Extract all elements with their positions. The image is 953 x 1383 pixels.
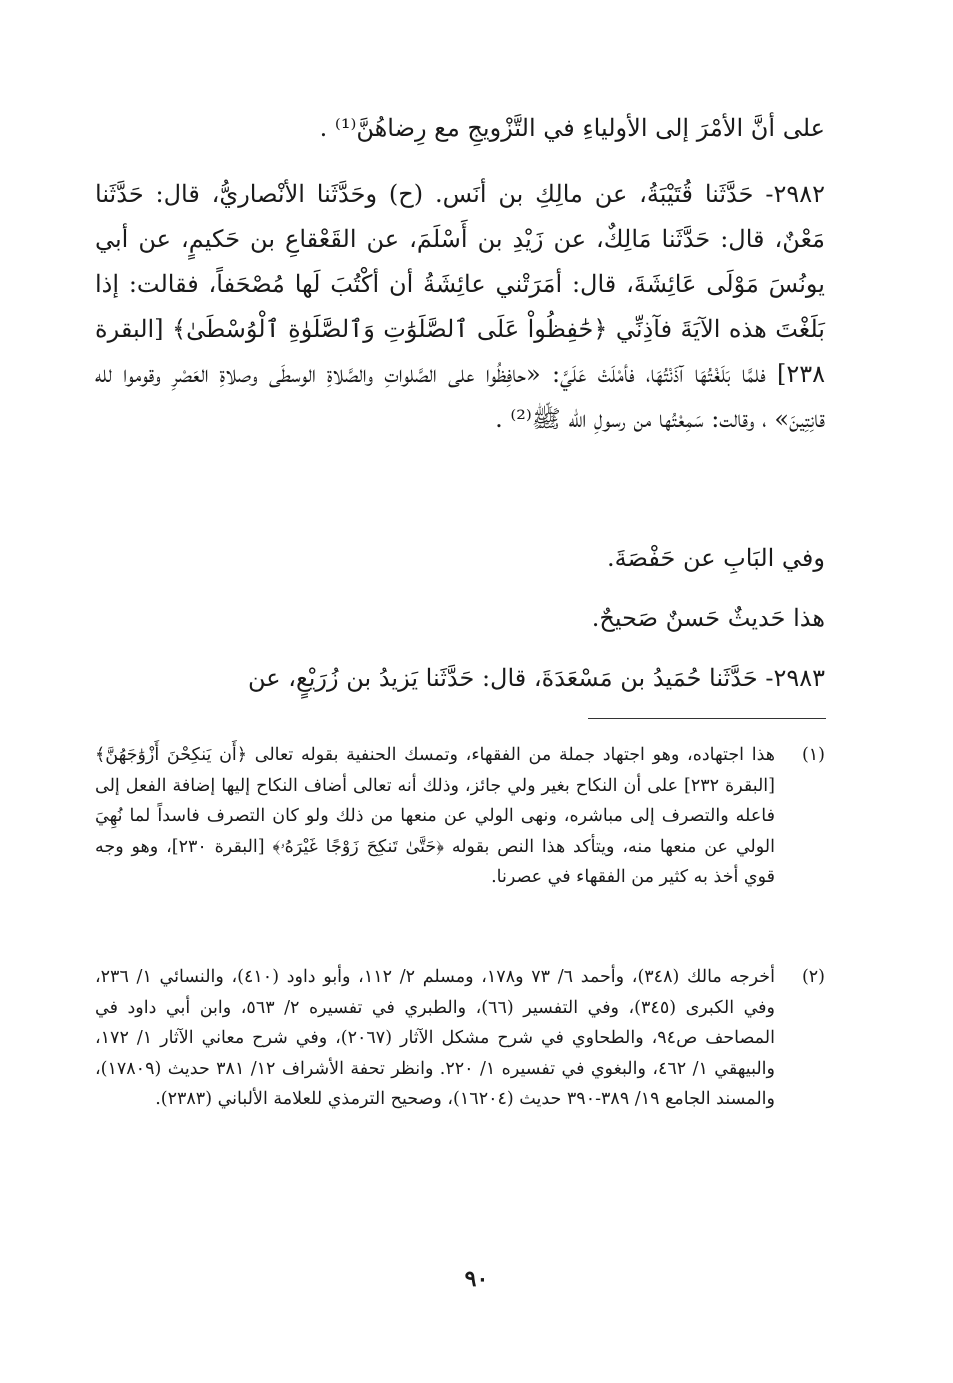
- hadith-2982: ٢٩٨٢- حَدَّثَنا قُتَيْبَةُ، عن مالِكِ بن أنَس. (ح) وحَدَّثَنا الأنْصاريُّ، قال: حَدَّثَنا مَعْنٌ، قال: حَدَّثَنا مَالِكٌ، عن زَيْدِ بن أَسْلَمَ، عن القَعْقاعِ بن حَكيمٍ، عن أبي يونُسَ مَوْلَى عَائِشَةَ، قال: أمَرَتْني عائِشَةُ أن أكْتُبَ لَها مُصْحَفاً، فقالت: إذا بَلَغْتَ هذه الآيَةَ فآذِنِّي ﴿حَٰفِظُواْ عَلَى ٱلصَّلَوَٰتِ وَٱلصَّلَوٰةِ ٱلْوُسْطَىٰ﴾ [البقرة ٢٣٨] فلمَّا بَلَغْتُهَا آذَنْتُهَا، فأمْلَتْ عَلَيَّ: «حافِظُوا على الصَّلواتِ والصَّلاةِ الوسطَى وصلاةِ العَصْرِ وقوموا لله قانِتِينَ» ، وقالت: سَمِعْتُها من رسولِ الله ﷺ⁽²⁾ .: [95, 180, 825, 433]
- footnote-number: (١): [801, 745, 825, 765]
- hadith-grade: هذا حَديثٌ حَسنٌ صَحيحٌ.: [591, 604, 825, 632]
- footnote-text: هذا اجتهاده، وهو اجتهاد جملة من الفقهاء، وتمسك الحنفية بقوله تعالى ﴿أَن يَنكِحْنَ أَزْوَٰجَهُنَّ﴾ [البقرة ٢٣٢] على أن النكاح بغير ولي جائز، وذلك أنه تعالى أضاف النكاح إليها إضافة الفعل إلى فاعله والتصرف إلى مباشره، ونهى الولي عن منعها من ذلك ولو كان التصرف فاسداً لما نُهِيَ الولي عن منعها منه، ويتأكد هذا النص بقوله ﴿حَتَّىٰ تَنكِحَ زَوْجًا غَيْرَهُۥ﴾ [البقرة ٢٣٠]، وهو وجه قوي أخذ به كثير من الفقهاء في عصرنا.: [95, 745, 775, 887]
- page-number: ٩٠: [464, 1266, 489, 1292]
- footnote-text: أخرجه مالك (٣٤٨)، وأحمد ٦/ ٧٣ و١٧٨، ومسلم ٢/ ١١٢، وأبو داود (٤١٠)، والنسائي ١/ ٢٣٦، وفي الكبرى (٣٤٥)، وفي التفسير (٦٦)، والطبري في تفسيره ٢/ ٥٦٣، وابن أبي داود في المصاحف ص٩٤، والطحاوي في شرح مشكل الآثار (٢٠٦٧)، وفي شرح معاني الآثار ١/ ١٧٢، والبيهقي ١/ ٤٦٢، والبغوي في تفسيره ١/ ٢٢٠. وانظر تحفة الأشراف ١٢/ ٣٨١ حديث (١٧٨٠٩)، والمسند الجامع ١٩/ ٣٨٩-٣٩٠ حديث (١٦٢٠٤)، وصحيح الترمذي للعلامة الألباني (٢٣٨٣).: [95, 967, 775, 1109]
- footnote-1: [95, 740, 825, 893]
- hadith-2983: ٢٩٨٣- حَدَّثَنا حُمَيدُ بن مَسْعَدَةَ، قال: حَدَّثَنا يَزيدُ بن زُرَيْعٍ، عن: [248, 664, 825, 692]
- bab-note: وفي البَابِ عن حَفْصَةَ.: [607, 544, 825, 572]
- footnote-separator: [588, 718, 826, 719]
- footnote-number: (٢): [801, 967, 825, 987]
- footnote-2: [95, 962, 825, 1115]
- opening-line: على أنَّ الأمْرَ إلى الأولياءِ في التَّزْويجِ مع رِضاهُنَّ⁽¹⁾ .: [319, 114, 825, 142]
